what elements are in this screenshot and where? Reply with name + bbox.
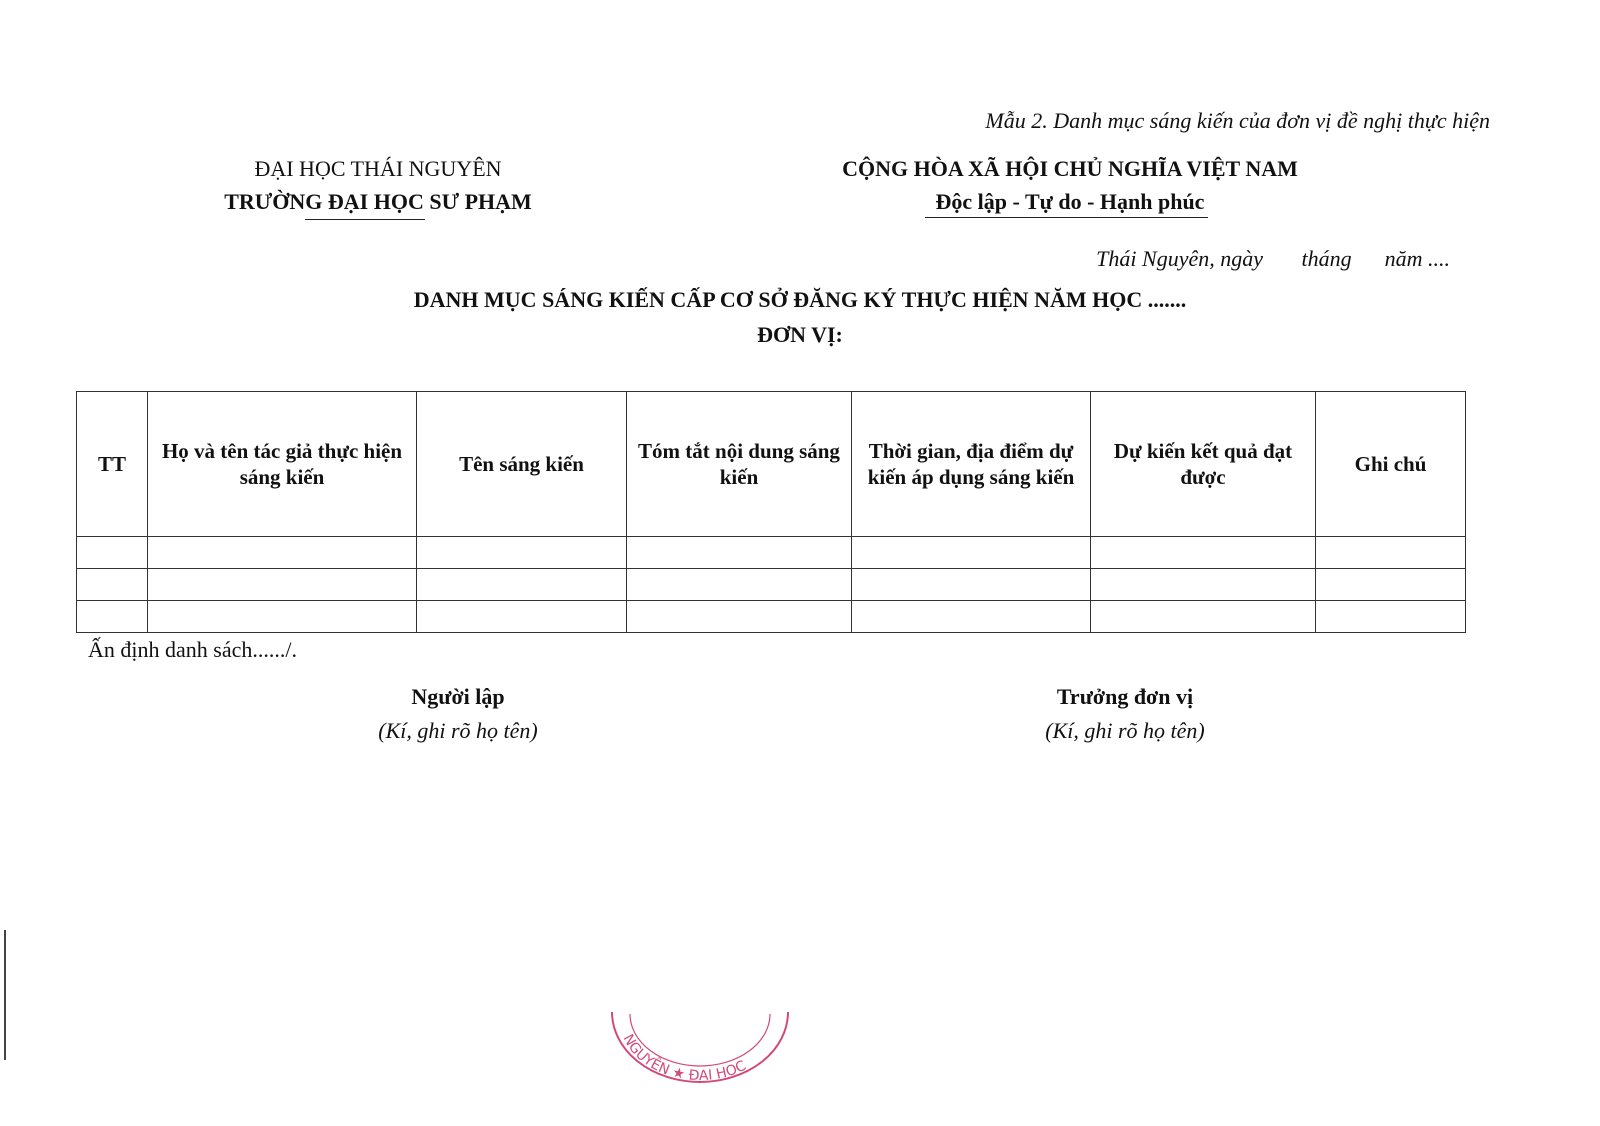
table-cell[interactable] xyxy=(852,601,1091,633)
table-cell[interactable] xyxy=(148,601,417,633)
header-tt: TT xyxy=(77,392,148,537)
header-initiative-name: Tên sáng kiến xyxy=(417,392,627,537)
header-time-place: Thời gian, địa điểm dự kiến áp dụng sáng kiến xyxy=(852,392,1091,537)
header-note: Ghi chú xyxy=(1316,392,1466,537)
table-cell[interactable] xyxy=(148,537,417,569)
margin-mark xyxy=(4,930,6,1060)
form-label: Mẫu 2. Danh mục sáng kiến của đơn vị đề nghị thực hiện xyxy=(985,108,1490,133)
table-row xyxy=(77,537,1466,569)
org-parent: ĐẠI HỌC THÁI NGUYÊN xyxy=(254,156,502,181)
table-cell[interactable] xyxy=(148,569,417,601)
unit-label: ĐƠN VỊ: xyxy=(757,322,843,347)
nation-name: CỘNG HÒA XÃ HỘI CHỦ NGHĨA VIỆT NAM xyxy=(842,156,1298,181)
stamp-icon xyxy=(590,990,810,1110)
table-cell[interactable] xyxy=(1091,569,1316,601)
header-author: Họ và tên tác giả thực hiện sáng kiến xyxy=(148,392,417,537)
table-cell[interactable] xyxy=(627,569,852,601)
table-cell[interactable] xyxy=(852,569,1091,601)
preparer-title: Người lập xyxy=(411,684,505,709)
table-cell[interactable] xyxy=(627,537,852,569)
motto-underline xyxy=(925,217,1208,218)
table-row xyxy=(77,569,1466,601)
place-date: Thái Nguyên, ngày tháng năm .... xyxy=(1096,246,1450,271)
organization-header xyxy=(178,152,578,218)
table-cell[interactable] xyxy=(77,601,148,633)
stamp-text: NGUYÊN ★ ĐẠI HỌC xyxy=(619,1031,749,1085)
table-cell[interactable] xyxy=(77,569,148,601)
table-cell[interactable] xyxy=(417,537,627,569)
initiative-table xyxy=(76,391,1466,633)
table-cell[interactable] xyxy=(627,601,852,633)
table-cell[interactable] xyxy=(417,569,627,601)
nation-motto: Độc lập - Tự do - Hạnh phúc xyxy=(935,189,1205,214)
table-cell[interactable] xyxy=(1316,569,1466,601)
table-cell[interactable] xyxy=(852,537,1091,569)
org-underline xyxy=(305,219,425,220)
head-note: (Kí, ghi rõ họ tên) xyxy=(1045,718,1205,743)
table-cell[interactable] xyxy=(1316,537,1466,569)
document-title: DANH MỤC SÁNG KIẾN CẤP CƠ SỞ ĐĂNG KÝ THỰC HIỆN NĂM HỌC ....... xyxy=(413,287,1187,312)
table-cell[interactable] xyxy=(1091,601,1316,633)
table-row xyxy=(77,601,1466,633)
table-cell[interactable] xyxy=(417,601,627,633)
header-expected-result: Dự kiến kết quả đạt được xyxy=(1091,392,1316,537)
table-header-row xyxy=(77,392,1466,537)
table-cell[interactable] xyxy=(77,537,148,569)
org-name: TRƯỜNG ĐẠI HỌC SƯ PHẠM xyxy=(224,189,532,214)
national-header xyxy=(800,152,1340,218)
table-cell[interactable] xyxy=(1091,537,1316,569)
preparer-note: (Kí, ghi rõ họ tên) xyxy=(378,718,538,743)
head-title: Trưởng đơn vị xyxy=(1056,684,1194,709)
table-cell[interactable] xyxy=(1316,601,1466,633)
approve-line: Ấn định danh sách....../. xyxy=(88,637,297,662)
header-summary: Tóm tắt nội dung sáng kiến xyxy=(627,392,852,537)
